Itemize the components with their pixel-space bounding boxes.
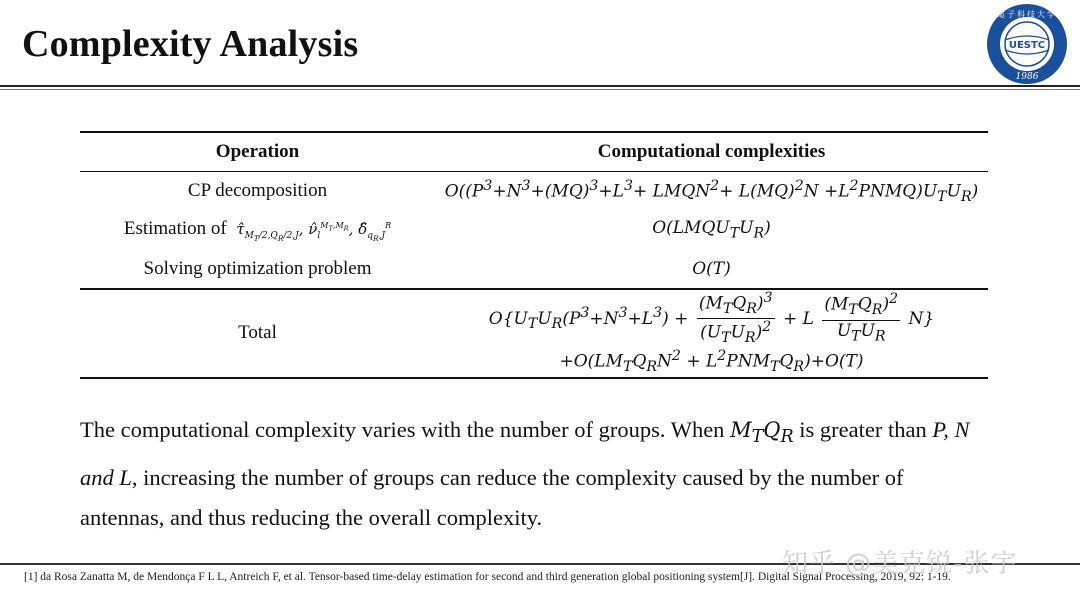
title-rule bbox=[0, 85, 1080, 87]
row-complexity: $O\{U_TU_R(P^3+N^3+L^3)$ + $\frac{(M_TQ_R)^3}{(U_TU_R)^2}$ + L $\frac{(M_TQ_R)^2}{U_TU_R}$ N} $+O(LM_TQ_RN^2 + L^2PNM_TQ_R)+O(T)$ bbox=[488, 289, 935, 376]
table-row bbox=[80, 250, 988, 289]
logo-center-text: UESTC bbox=[1008, 40, 1046, 51]
row-operation: CP decomposition bbox=[187, 180, 328, 202]
logo-year: 1986 bbox=[1015, 72, 1039, 82]
row-operation: Total bbox=[238, 322, 277, 344]
title-rule-secondary bbox=[0, 89, 1080, 90]
slide-title: Complexity Analysis bbox=[22, 23, 359, 65]
row-operation: Estimation of $\taû_{M_T/2,Q_R/2,J}$, $\nû_l^{M_T,M_R}$, $\deltâ_{q_R,J}^R$ bbox=[123, 217, 392, 243]
row-complexity: $O((P^3+N^3+(MQ)^3+L^3+$ $LMQN^2+ L(MQ)^2N$ $+L^2PNMQ)U_TU_R$) bbox=[444, 177, 979, 205]
row-operation: Solving optimization problem bbox=[143, 257, 372, 279]
table-row bbox=[80, 211, 988, 250]
uestc-logo bbox=[983, 2, 1071, 86]
row-complexity: O(T) bbox=[692, 258, 731, 279]
complexity-explanation: The computational complexity varies with the number of groups. When $M_TQ_R$ is greater than P, N and L, increasing the number of groups can reduce the complexity caused by the number of antennas, and thus reducing the overall complexity. bbox=[80, 417, 970, 531]
table-row-total bbox=[80, 289, 988, 378]
logo-ring-text: 電子科技大学 bbox=[997, 10, 1057, 19]
header-complexity: Computational complexities bbox=[435, 132, 988, 172]
table-row bbox=[80, 172, 988, 211]
footer-reference: [1] da Rosa Zanatta M, de Mendonça F L L, Antreich F, et al. Tensor-based time-delay estimation for second and third generation global positioning system[J]. Digital Signal Processing, 2019, 92: 1-19. bbox=[24, 571, 951, 583]
complexity-table bbox=[80, 131, 988, 379]
header-operation: Operation bbox=[80, 132, 435, 172]
row-complexity: $O(LMQU_TU_R)$ bbox=[652, 218, 771, 242]
watermark: 知乎 @美克锐-张宇 bbox=[782, 549, 1018, 579]
